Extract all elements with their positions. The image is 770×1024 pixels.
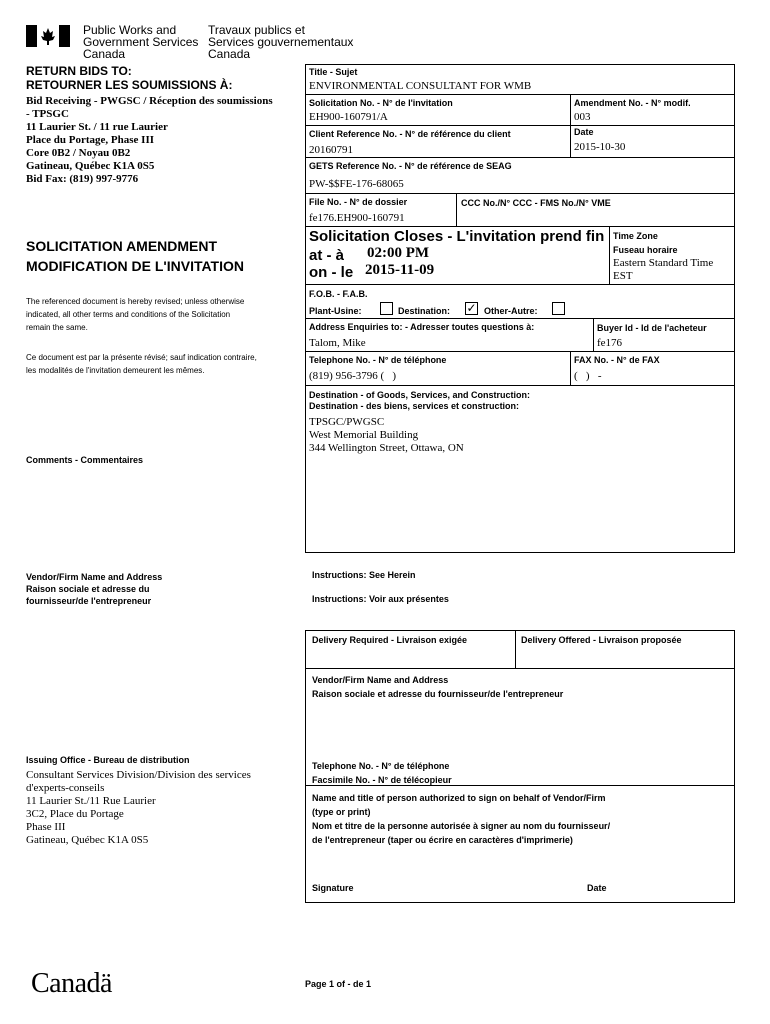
at-label: at - à bbox=[309, 247, 345, 264]
vendor-telephone-label: Telephone No. - N° de téléphone bbox=[312, 761, 450, 771]
header-en-line3: Canada bbox=[83, 47, 126, 61]
buyer-id-value: fe176 bbox=[597, 337, 623, 349]
auth-line: Nom et titre de la personne autorisée à signer au nom du fournisseur/ bbox=[312, 821, 611, 831]
issuing-line: Phase III bbox=[26, 821, 66, 833]
return-line: 11 Laurier St. / 11 rue Laurier bbox=[26, 121, 168, 133]
return-bids-address bbox=[26, 95, 273, 186]
other-label: Other-Autre: bbox=[484, 306, 538, 316]
authorized-person-label bbox=[312, 791, 610, 847]
canada-flag-logo bbox=[26, 25, 70, 47]
vendor-name-label-en: Vendor/Firm Name and Address bbox=[312, 675, 449, 685]
file-value: fe176.EH900-160791 bbox=[309, 212, 405, 224]
destination-checkbox[interactable]: ✓ bbox=[466, 301, 477, 315]
vendor-left-label bbox=[26, 571, 162, 607]
vendor-left-l3: fournisseur/de l'entrepreneur bbox=[26, 596, 152, 606]
issuing-line: 3C2, Place du Portage bbox=[26, 808, 124, 820]
address-enquiries-label: Address Enquiries to: - Adresser toutes questions à: bbox=[309, 322, 535, 332]
gets-value: PW-$$FE-176-68065 bbox=[309, 178, 404, 190]
para-line: indicated, all other terms and conditions of the Solicitation bbox=[26, 310, 231, 319]
plant-label: Plant-Usine: bbox=[309, 306, 362, 316]
vendor-left-l1: Vendor/Firm Name and Address bbox=[26, 572, 163, 582]
amendment-para-fr bbox=[26, 351, 257, 377]
return-line: Bid Receiving - PWGSC / Réception des soumissions bbox=[26, 95, 273, 107]
issuing-line: Gatineau, Québec K1A 0S5 bbox=[26, 834, 149, 846]
header-fr-line3: Canada bbox=[208, 47, 251, 61]
amendment-no-label: Amendment No. - N° modif. bbox=[574, 98, 691, 108]
fob-label: F.O.B. - F.A.B. bbox=[309, 289, 368, 299]
page-number: Page 1 of - de 1 bbox=[305, 979, 372, 989]
closes-title: Solicitation Closes - L'invitation prend fin bbox=[309, 228, 605, 245]
instructions-en: Instructions: See Herein bbox=[312, 570, 416, 580]
client-ref-label: Client Reference No. - N° de référence du client bbox=[309, 129, 511, 139]
amendment-para-en bbox=[26, 295, 244, 334]
auth-line: de l'entrepreneur (taper ou écrire en caractères d'imprimerie) bbox=[312, 835, 573, 845]
auth-line: (type or print) bbox=[312, 807, 371, 817]
para-line: The referenced document is hereby revised; unless otherwise bbox=[26, 297, 245, 306]
address-enquiries-value: Talom, Mike bbox=[309, 337, 366, 349]
destination-goods-label bbox=[309, 390, 530, 412]
amendment-title-en: SOLICITATION AMENDMENT bbox=[26, 238, 218, 254]
title-value: ENVIRONMENTAL CONSULTANT FOR WMB bbox=[309, 80, 532, 92]
header-fr-line1: Travaux publics et bbox=[208, 23, 305, 37]
issuing-line: 11 Laurier St./11 Rue Laurier bbox=[26, 795, 156, 807]
delivery-offered-label: Delivery Offered - Livraison proposée bbox=[521, 635, 682, 645]
destination-line: West Memorial Building bbox=[309, 429, 419, 441]
solicitation-label: Solicitation No. - N° de l'invitation bbox=[309, 98, 453, 108]
other-checkbox[interactable] bbox=[552, 302, 565, 315]
title-label: Title - Sujet bbox=[309, 67, 358, 77]
header-en-line1: Public Works and bbox=[83, 23, 177, 37]
return-bids-title bbox=[26, 64, 232, 92]
delivery-required-label: Delivery Required - Livraison exigée bbox=[312, 635, 468, 645]
destination-line: TPSGC/PWGSC bbox=[309, 416, 385, 428]
ccc-label: CCC No./N° CCC - FMS No./N° VME bbox=[461, 198, 611, 208]
phone-label: Telephone No. - N° de téléphone bbox=[309, 355, 447, 365]
para-line: les modalités de l'invitation demeurent les mêmes. bbox=[26, 366, 205, 375]
return-line: Gatineau, Québec K1A 0S5 bbox=[26, 160, 155, 172]
close-time-value: 02:00 PM bbox=[367, 245, 430, 261]
on-label: on - le bbox=[309, 264, 354, 281]
client-ref-value: 20160791 bbox=[309, 144, 353, 156]
amendment-title-fr: MODIFICATION DE L'INVITATION bbox=[26, 258, 244, 274]
gets-label: GETS Reference No. - N° de référence de SEAG bbox=[309, 161, 512, 171]
header-fr-line2: Services gouvernementaux bbox=[208, 35, 354, 49]
timezone-label bbox=[613, 229, 678, 257]
file-label: File No. - N° de dossier bbox=[309, 197, 408, 207]
date-value: 2015-10-30 bbox=[574, 141, 626, 153]
timezone-value-short: EST bbox=[613, 270, 633, 282]
vendor-left-l2: Raison sociale et adresse du bbox=[26, 584, 150, 594]
instructions-fr: Instructions: Voir aux présentes bbox=[312, 594, 449, 604]
header-fr bbox=[208, 24, 353, 60]
comments-label: Comments - Commentaires bbox=[26, 455, 144, 465]
close-date-value: 2015-11-09 bbox=[365, 262, 435, 278]
amendment-title bbox=[26, 236, 244, 276]
destination-line: 344 Wellington Street, Ottawa, ON bbox=[309, 442, 464, 454]
date-sign-label: Date bbox=[587, 883, 607, 893]
buyer-id-label: Buyer Id - Id de l'acheteur bbox=[597, 323, 707, 333]
vendor-name-label-fr: Raison sociale et adresse du fournisseur/de l'entrepreneur bbox=[312, 689, 564, 699]
fax-label: FAX No. - N° de FAX bbox=[574, 355, 660, 365]
return-line: - TPSGC bbox=[26, 108, 69, 120]
issuing-line: Consultant Services Division/Division des services bbox=[26, 769, 251, 781]
solicitation-value: EH900-160791/A bbox=[309, 111, 388, 123]
auth-line: Name and title of person authorized to sign on behalf of Vendor/Firm bbox=[312, 793, 606, 803]
para-line: Ce document est par la présente révisé; sauf indication contraire, bbox=[26, 353, 257, 362]
signature-label: Signature bbox=[312, 883, 354, 893]
vendor-name-label bbox=[312, 673, 563, 701]
return-line: Place du Portage, Phase III bbox=[26, 134, 155, 146]
para-line: remain the same. bbox=[26, 323, 88, 332]
vendor-facsimile-label: Facsimile No. - N° de télécopieur bbox=[312, 775, 452, 785]
return-bids-fr: RETOURNER LES SOUMISSIONS À: bbox=[26, 78, 233, 92]
phone-value: (819) 956-3796 ( ) bbox=[309, 370, 397, 382]
return-bids-en: RETURN BIDS TO: bbox=[26, 64, 132, 78]
plant-checkbox[interactable] bbox=[380, 302, 393, 315]
vendor-phone-label bbox=[312, 759, 452, 787]
timezone-label-en: Time Zone bbox=[613, 231, 658, 241]
issuing-office-address bbox=[26, 769, 251, 847]
date-label: Date bbox=[574, 127, 594, 137]
amendment-no-value: 003 bbox=[574, 111, 591, 123]
destination-address bbox=[309, 416, 464, 455]
destination-label: Destination: bbox=[398, 306, 451, 316]
timezone-label-fr: Fuseau horaire bbox=[613, 245, 678, 255]
header-en-line2: Government Services bbox=[83, 35, 199, 49]
canada-wordmark: Canadä bbox=[31, 968, 112, 999]
timezone-value-long: Eastern Standard Time bbox=[613, 257, 714, 269]
return-line: Bid Fax: (819) 997-9776 bbox=[26, 173, 139, 185]
destination-goods-label-fr: Destination - des biens, services et construction: bbox=[309, 401, 520, 411]
timezone-value bbox=[613, 257, 713, 283]
destination-goods-label-en: Destination - of Goods, Services, and Construction: bbox=[309, 390, 531, 400]
return-line: Core 0B2 / Noyau 0B2 bbox=[26, 147, 131, 159]
header-en bbox=[83, 24, 198, 60]
fax-value: ( ) - bbox=[574, 370, 602, 382]
issuing-office-label: Issuing Office - Bureau de distribution bbox=[26, 755, 190, 765]
issuing-line: d'experts-conseils bbox=[26, 782, 105, 794]
